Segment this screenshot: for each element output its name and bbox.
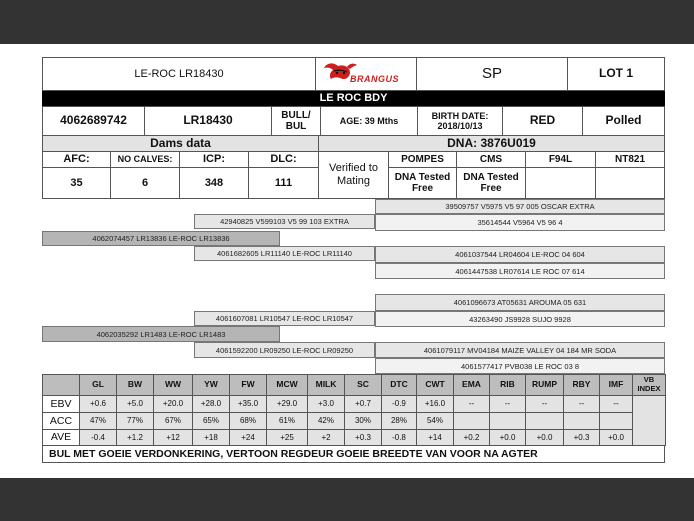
ebv-value-cell — [229, 429, 267, 446]
ebv-column-header-text: CWT — [425, 379, 445, 390]
ebv-value-cell — [381, 429, 417, 446]
ebv-value-cell — [344, 395, 382, 413]
ebv-column-header-text: IMF — [608, 379, 624, 390]
ebv-column-header-text: RBY — [572, 379, 591, 390]
ebv-value-cell-text: +18 — [204, 432, 218, 442]
verified-to-mating: Verified to Mating — [329, 162, 378, 187]
pedigree-sire-sire — [194, 214, 375, 229]
ebv-value-cell — [153, 412, 193, 430]
ebv-value-cell — [229, 395, 267, 413]
pedigree-text: 4062035292 LR1483 LE-ROC LR1483 — [96, 329, 226, 339]
ebv-value-cell — [153, 395, 193, 413]
ebv-value-cell-text: +0.6 — [90, 399, 106, 409]
pedigree-text: 4061577417 PVB038 LE ROC 03 8 — [460, 361, 579, 371]
ebv-corner-cell — [42, 374, 80, 396]
sex-cell — [271, 106, 321, 136]
ebv-value-cell — [116, 395, 154, 413]
f94l-label: F94L — [548, 153, 573, 165]
ebv-value-cell — [79, 429, 117, 446]
nt821-header — [595, 151, 665, 168]
ebv-column-header — [79, 374, 117, 396]
ebv-value-cell — [381, 395, 417, 413]
f94l-result-cell — [525, 167, 596, 199]
ebv-value-cell-text: -- — [541, 399, 548, 409]
animal-name-banner — [42, 91, 665, 106]
afc-value: 35 — [70, 176, 83, 189]
pedigree-text: 4061607081 LR10547 LE-ROC LR10547 — [215, 314, 354, 323]
ebv-value-cell — [416, 429, 454, 446]
ebv-value-cell-text: 54% — [426, 416, 443, 426]
nt821-result-cell — [595, 167, 665, 199]
ebv-value-cell — [489, 429, 526, 446]
dna-header — [318, 135, 665, 152]
dlc-value: 111 — [274, 176, 293, 189]
ebv-value-cell — [599, 412, 633, 430]
age-label: AGE: 39 Mths — [339, 115, 399, 126]
ebv-column-header — [563, 374, 600, 396]
pedigree-text: 42940825 V599103 V5 99 103 EXTRA — [220, 217, 349, 226]
ebv-column-header — [632, 374, 666, 396]
ebv-row-label — [42, 412, 80, 430]
pedigree-dam-sire-dam — [375, 311, 665, 327]
ebv-row-label — [42, 395, 80, 413]
animal-ref: LE-ROC LR18430 — [134, 67, 224, 80]
pedigree-text: 39509757 V5975 V5 97 005 OSCAR EXTRA — [445, 202, 595, 211]
icp-label: ICP: — [203, 153, 225, 166]
calves-label: NO CALVES: — [117, 154, 173, 165]
ebv-value-cell-text: +3.0 — [318, 399, 334, 409]
ebv-column-header-text: RUMP — [531, 379, 558, 390]
pedigree-dam-sire-sire — [375, 294, 665, 311]
ebv-value-cell-text: +0.7 — [355, 399, 371, 409]
cms-header — [456, 151, 526, 168]
ebv-value-cell-text: +0.3 — [355, 432, 371, 442]
ebv-value-cell — [192, 395, 230, 413]
pedigree-sire-sire-sire — [375, 199, 665, 214]
ebv-value-cell-text: 77% — [126, 416, 143, 426]
cms-result: DNA Tested Free — [463, 171, 519, 194]
ebv-value-cell-text: 65% — [202, 416, 219, 426]
ebv-value-cell — [416, 412, 454, 430]
pedigree-sire-dam-sire — [375, 246, 665, 263]
color-cell — [502, 106, 583, 136]
ebv-column-header-text: BW — [127, 379, 143, 390]
pompes-header — [388, 151, 457, 168]
calves-value: 6 — [141, 176, 149, 189]
pedigree-text: 4061682605 LR11140 LE-ROC LR11140 — [217, 249, 352, 258]
age-cell — [320, 106, 418, 136]
pedigree-sire-dam — [194, 246, 375, 261]
ebv-row-label — [42, 429, 80, 446]
ebv-value-cell-text: +0.0 — [608, 432, 624, 442]
ebv-column-header — [307, 374, 345, 396]
ebv-column-header-text: FW — [241, 379, 255, 390]
ebv-column-header — [381, 374, 417, 396]
ebv-value-cell-text: 47% — [89, 416, 106, 426]
ebv-value-cell — [525, 395, 564, 413]
logo-text: BRANGUS — [350, 74, 400, 84]
nt821-label: NT821 — [614, 153, 645, 165]
ebv-value-cell-text: +14 — [428, 432, 442, 442]
calves-value-cell — [110, 167, 180, 199]
calves-header — [110, 151, 180, 168]
herd-code: LR18430 — [183, 113, 233, 128]
ebv-value-cell — [344, 412, 382, 430]
ebv-value-cell-text: 61% — [278, 416, 295, 426]
pedigree-text: 4061592200 LR09250 LE-ROC LR09250 — [215, 345, 354, 355]
ebv-value-cell — [229, 412, 267, 430]
id-number: 4062689742 — [60, 113, 127, 128]
ebv-value-cell — [116, 429, 154, 446]
dna-number: DNA: 3876U019 — [447, 135, 536, 150]
pedigree-text: 4061096673 AT05631 AROUMA 05 631 — [453, 298, 587, 307]
ebv-value-cell-text: +5.0 — [127, 399, 143, 409]
ebv-value-cell-text: -0.4 — [91, 432, 105, 442]
ebv-value-cell — [599, 429, 633, 446]
ebv-column-header-text: MILK — [315, 379, 337, 390]
sale-lot-card — [42, 57, 665, 463]
pedigree-text: 35614544 V5964 V5 96 4 — [477, 218, 563, 227]
pedigree-dam-dam-dam — [375, 358, 665, 374]
ebv-value-cell-text: 67% — [164, 416, 181, 426]
lot-number: LOT 1 — [598, 66, 633, 81]
ebv-value-cell — [453, 429, 490, 446]
pompes-label: POMPES — [401, 153, 444, 165]
ebv-column-header-text: GL — [92, 379, 104, 390]
ebv-value-cell-text: 68% — [239, 416, 256, 426]
ebv-value-cell-text: +1.2 — [127, 432, 143, 442]
afc-label: AFC: — [63, 153, 90, 166]
ebv-value-cell — [453, 395, 490, 413]
ebv-column-header — [344, 374, 382, 396]
dlc-value-cell — [248, 167, 319, 199]
top-dark-bar — [0, 0, 694, 44]
pedigree-dam — [42, 326, 280, 342]
ebv-column-header-text: MCW — [276, 379, 298, 390]
birth-date-value: 2018/10/13 — [437, 121, 483, 131]
pedigree-dam-dam-sire — [375, 342, 665, 358]
pedigree-dam-dam — [194, 342, 375, 358]
id-number-cell — [42, 106, 145, 136]
ebv-value-cell — [79, 412, 117, 430]
ebv-value-cell-text: +2 — [321, 432, 331, 442]
ebv-value-cell-text: +0.0 — [536, 432, 553, 442]
comment-row — [42, 445, 665, 463]
ebv-value-cell-text: +16.0 — [424, 399, 446, 409]
verified-to-mating-cell — [318, 151, 389, 199]
animal-ref-cell — [42, 57, 316, 91]
ebv-value-cell-text: +0.0 — [499, 432, 516, 442]
ebv-column-header — [116, 374, 154, 396]
ebv-column-header-text: EMA — [462, 379, 481, 390]
pedigree-text: 4061079117 MV04184 MAIZE VALLEY 04 184 MR SODA — [423, 345, 617, 355]
ebv-value-cell-text: +25 — [280, 432, 294, 442]
ebv-value-cell — [307, 429, 345, 446]
ebv-value-cell-text: -- — [578, 399, 585, 409]
dams-data-title: Dams data — [150, 135, 211, 150]
ebv-value-cell — [489, 412, 526, 430]
ebv-value-cell-text: 30% — [354, 416, 371, 426]
pedigree-sire-sire-dam — [375, 214, 665, 231]
ebv-column-header — [229, 374, 267, 396]
lot-cell — [567, 57, 665, 91]
vb-index-value-cell — [632, 395, 666, 446]
ebv-value-cell — [453, 412, 490, 430]
birth-date-label: BIRTH DATE: — [431, 110, 489, 121]
icp-value: 348 — [204, 176, 224, 189]
ebv-value-cell — [599, 395, 633, 413]
ebv-value-cell — [563, 412, 600, 430]
ebv-value-cell — [563, 429, 600, 446]
sex-label: BULL/ BUL — [281, 109, 311, 132]
ebv-value-cell-text: -0.8 — [392, 432, 406, 442]
ebv-column-header — [453, 374, 490, 396]
ebv-column-header-text: SC — [357, 379, 369, 390]
ebv-value-cell — [307, 395, 345, 413]
f94l-header — [525, 151, 596, 168]
ebv-value-cell-text: -- — [504, 399, 511, 409]
ebv-value-cell — [116, 412, 154, 430]
ebv-value-cell-text: +28.0 — [200, 399, 222, 409]
ebv-value-cell — [416, 395, 454, 413]
pedigree-text: 4061037544 LR04604 LE-ROC 04 604 — [455, 250, 585, 259]
ebv-value-cell — [381, 412, 417, 430]
ebv-value-cell-text: +35.0 — [237, 399, 259, 409]
birth-date-cell — [417, 106, 503, 136]
ebv-column-header-text: WW — [164, 379, 182, 390]
pedigree-sire — [42, 231, 280, 246]
dams-data-header — [42, 135, 319, 152]
bottom-dark-bar — [0, 478, 694, 521]
ebv-column-header-text: RIB — [500, 379, 515, 390]
ebv-column-header-text: VB INDEX — [637, 375, 661, 393]
ebv-value-cell-text: -- — [613, 399, 619, 409]
ebv-column-header — [153, 374, 193, 396]
ebv-value-cell — [525, 429, 564, 446]
icp-value-cell — [179, 167, 249, 199]
ebv-value-cell — [307, 412, 345, 430]
icp-header — [179, 151, 249, 168]
pedigree-text: 4062074457 LR13836 LE-ROC LR13836 — [92, 234, 230, 243]
afc-value-cell — [42, 167, 111, 199]
ebv-row-label-text: EBV — [50, 397, 72, 410]
animal-name: LE ROC BDY — [319, 92, 388, 105]
dlc-header — [248, 151, 319, 168]
ebv-value-cell-text: +20.0 — [162, 399, 184, 409]
ebv-value-cell — [266, 395, 308, 413]
ebv-row-label-text: AVE — [50, 431, 72, 444]
pedigree-sire-dam-dam — [375, 263, 665, 279]
ebv-value-cell — [489, 395, 526, 413]
ebv-column-header — [525, 374, 564, 396]
color-value: RED — [529, 113, 556, 128]
ebv-column-header-text: DTC — [390, 379, 408, 390]
ebv-value-cell-text: +0.3 — [573, 432, 590, 442]
breed-code-cell — [416, 57, 568, 91]
ebv-value-cell — [344, 429, 382, 446]
polled-cell — [582, 106, 665, 136]
dlc-label: DLC: — [270, 153, 297, 166]
ebv-column-header-text: YW — [204, 379, 218, 390]
ebv-column-header — [599, 374, 633, 396]
ebv-value-cell — [153, 429, 193, 446]
ebv-value-cell — [192, 429, 230, 446]
ebv-value-cell — [266, 412, 308, 430]
pompes-result-cell — [388, 167, 457, 199]
ebv-column-header — [489, 374, 526, 396]
comment-text: BUL MET GOEIE VERDONKERING, VERTOON REGDEUR GOEIE BREEDTE VAN VOOR NA AGTER — [49, 447, 538, 460]
ebv-column-header — [416, 374, 454, 396]
ebv-value-cell-text: +29.0 — [276, 399, 298, 409]
pompes-result: DNA Tested Free — [394, 171, 451, 194]
ebv-value-cell-text: -- — [468, 399, 475, 409]
breed-code: SP — [481, 65, 502, 83]
pedigree-text: 43263490 JS9928 SUJO 9928 — [469, 314, 571, 324]
polled-value: Polled — [605, 113, 642, 128]
pedigree-dam-sire — [194, 311, 375, 326]
ebv-value-cell — [79, 395, 117, 413]
brangus-logo — [316, 58, 416, 90]
ebv-table — [42, 374, 665, 445]
cms-label: CMS — [479, 153, 503, 165]
herd-code-cell — [144, 106, 272, 136]
ebv-value-cell — [192, 412, 230, 430]
ebv-value-cell — [266, 429, 308, 446]
ebv-value-cell-text: +24 — [241, 432, 255, 442]
ebv-row-label-text: ACC — [49, 414, 73, 427]
ebv-value-cell-text: 42% — [317, 416, 334, 426]
ebv-value-cell — [563, 395, 600, 413]
ebv-value-cell-text: -0.9 — [392, 399, 406, 409]
cms-result-cell — [456, 167, 526, 199]
ebv-value-cell-text: 28% — [390, 416, 407, 426]
ebv-value-cell-text: +0.2 — [463, 432, 480, 442]
ebv-value-cell — [525, 412, 564, 430]
pedigree-text: 4061447538 LR07614 LE ROC 07 614 — [455, 266, 585, 276]
ebv-column-header — [192, 374, 230, 396]
ebv-value-cell-text: +12 — [166, 432, 180, 442]
ebv-column-header — [266, 374, 308, 396]
afc-header — [42, 151, 111, 168]
